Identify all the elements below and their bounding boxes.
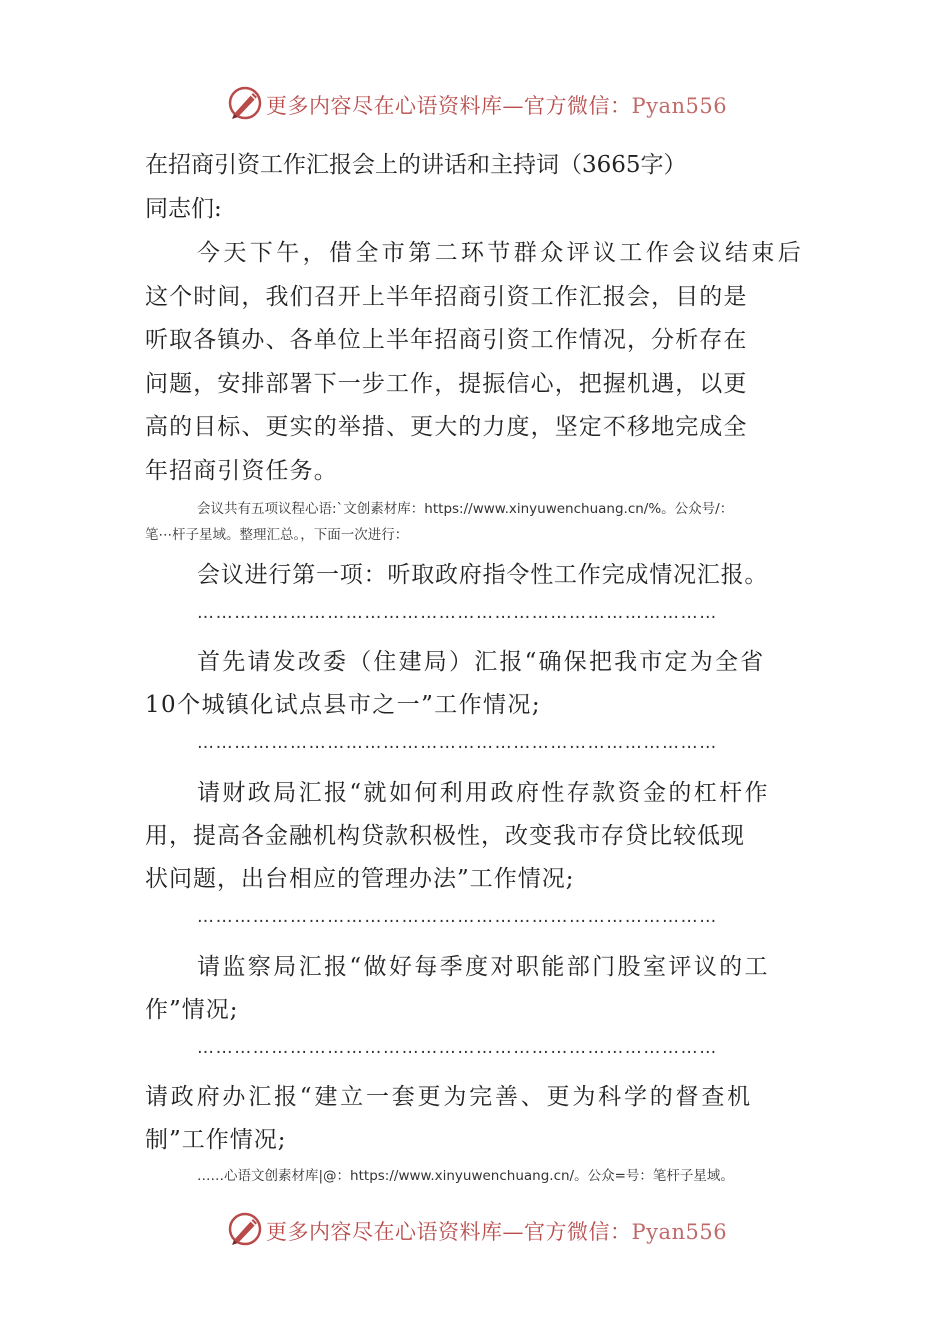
banner-wechat-id: Pyan556 [631,94,728,118]
greeting: 同志们: [145,196,222,222]
intro-line: 今天下午，借全市第二环节群众评议工作会议结束后 [197,240,805,266]
intro-line: 问题，安排部署下一步工作，提振信心，把握机遇，以更 [145,371,748,397]
dots-separator: ………………………………………………………………………… [197,603,718,623]
report-line: 制”工作情况; [145,1127,287,1153]
intro-line: 听取各镇办、各单位上半年招商引资工作情况，分析存在 [145,327,748,353]
banner-slogan [266,90,727,120]
dots-separator: ………………………………………………………………………… [197,1038,718,1058]
report-line: 用，提高各金融机构贷款积极性，改变我市存贷比较低现 [145,823,745,849]
report-line: 10个城镇化试点县市之一”工作情况; [145,692,541,718]
dots-separator: ………………………………………………………………………… [197,907,718,927]
banner-slogan-text: 更多内容尽在心语资料库—官方微信： [266,1220,632,1244]
agenda-note: 会议共有五项议程心语:`文创素材库：https://www.xinyuwenchuang.cn/%。公众号/： [197,501,734,517]
agenda-note: 笔⋯杆子星域。整理汇总。，下面一次进行： [145,527,409,543]
intro-line: 高的目标、更实的举措、更大的力度，坚定不移地完成全 [145,414,748,440]
banner-wechat-id: Pyan556 [631,1220,728,1244]
footer-banner [0,1204,950,1254]
document-title: 在招商引资工作汇报会上的讲话和主持词（3665字） [145,152,687,178]
report-line: 请财政局汇报“就如何利用政府性存款资金的杠杆作 [197,780,770,806]
report-line: 请政府办汇报“建立一套更为完善、更为科学的督查机 [145,1084,753,1110]
footer-note: ……心语文创素材库|@：https://www.xinyuwenchuang.cn/。公众=号：笔杆子星域。 [197,1168,734,1184]
agenda-item-1: 会议进行第一项：听取政府指令性工作完成情况汇报。 [197,562,769,588]
intro-line: 这个时间，我们召开上半年招商引资工作汇报会，目的是 [145,284,748,310]
intro-line: 年招商引资任务。 [145,458,338,484]
report-line: 作”情况; [145,997,239,1023]
dots-separator: ………………………………………………………………………… [197,733,718,753]
report-line: 状问题，出台相应的管理办法”工作情况; [145,866,575,892]
banner-slogan [266,1216,727,1246]
banner-slogan-text: 更多内容尽在心语资料库—官方微信： [266,94,632,118]
header-banner [0,78,950,128]
report-line: 首先请发改委（住建局）汇报“确保把我市定为全省 [197,649,766,675]
pen-logo-icon [226,84,264,122]
pen-logo-icon [226,1210,264,1248]
report-line: 请监察局汇报“做好每季度对职能部门股室评议的工 [197,954,770,980]
